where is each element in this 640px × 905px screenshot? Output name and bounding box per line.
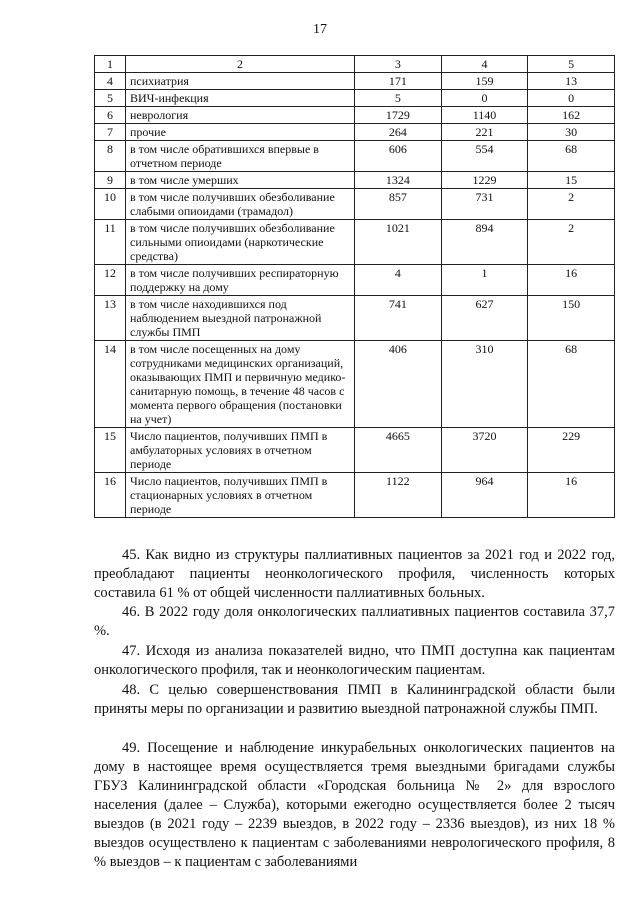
row-label: психиатрия [126,73,355,90]
header-col-3: 3 [355,56,442,73]
value-col-4: 1 [441,265,528,296]
table-row [95,473,615,518]
header-col-2: 2 [126,56,355,73]
row-number: 7 [95,124,126,141]
value-col-3: 406 [355,341,442,428]
row-number: 12 [95,265,126,296]
row-label: в том числе получивших респираторную поддержку на дому [126,265,355,296]
row-number: 15 [95,428,126,473]
value-col-4: 964 [441,473,528,518]
value-col-4: 3720 [441,428,528,473]
row-number: 6 [95,107,126,124]
value-col-5: 68 [528,341,615,428]
value-col-5: 13 [528,73,615,90]
value-col-3: 4 [355,265,442,296]
row-number: 14 [95,341,126,428]
value-col-5: 162 [528,107,615,124]
table-row [95,172,615,189]
row-number: 11 [95,220,126,265]
paragraph-45-text: 45. Как видно из структуры паллиативных пациентов за 2021 год и 2022 год, преобладают пациенты неонкологического профиля, численность которых составила 61 % от общей численности паллиативных больных. [94,547,615,601]
row-number: 8 [95,141,126,172]
row-number: 16 [95,473,126,518]
row-label: в том числе получивших обезболивание слабыми опиоидами (трамадол) [126,189,355,220]
value-col-5: 30 [528,124,615,141]
row-label: в том числе находившихся под наблюдением выездной патронажной службы ПМП [126,296,355,341]
row-label: прочие [126,124,355,141]
value-col-4: 310 [441,341,528,428]
table-row [95,189,615,220]
value-col-3: 1729 [355,107,442,124]
value-col-4: 221 [441,124,528,141]
paragraph-49 [94,739,615,872]
value-col-3: 606 [355,141,442,172]
value-col-5: 2 [528,189,615,220]
value-col-5: 15 [528,172,615,189]
row-label: в том числе умерших [126,172,355,189]
header-col-5: 5 [528,56,615,73]
table-row [95,107,615,124]
value-col-5: 150 [528,296,615,341]
row-label: ВИЧ-инфекция [126,90,355,107]
value-col-4: 554 [441,141,528,172]
table-header-row [95,56,615,73]
row-number: 5 [95,90,126,107]
value-col-4: 1229 [441,172,528,189]
table-row [95,73,615,90]
value-col-3: 1122 [355,473,442,518]
paragraph-47-text: 47. Исходя из анализа показателей видно, что ПМП доступна как пациентам онкологического профиля, так и неонкологическим пациентам. [94,643,615,678]
row-label: Число пациентов, получивших ПМП в стационарных условиях в отчетном периоде [126,473,355,518]
row-label: в том числе обратившихся впервые в отчетном периоде [126,141,355,172]
paragraph-46-text: 46. В 2022 году доля онкологических паллиативных пациентов составила 37,7 %. [94,604,615,639]
row-label: в том числе посещенных на дому сотрудниками медицинских организаций, оказывающих ПМП и первичную медико-санитарную помощь, в течение 48 часов с момента первого обращения (постановки на учет) [126,341,355,428]
table-row [95,341,615,428]
table-row [95,296,615,341]
value-col-3: 857 [355,189,442,220]
value-col-3: 1324 [355,172,442,189]
value-col-3: 4665 [355,428,442,473]
value-col-4: 894 [441,220,528,265]
row-number: 4 [95,73,126,90]
row-label: неврология [126,107,355,124]
row-label: в том числе получивших обезболивание сильными опиоидами (наркотические средства) [126,220,355,265]
value-col-3: 741 [355,296,442,341]
table-row [95,265,615,296]
table-row [95,141,615,172]
table-row [95,124,615,141]
row-number: 13 [95,296,126,341]
value-col-5: 2 [528,220,615,265]
value-col-5: 68 [528,141,615,172]
paragraph-46 [94,603,615,641]
value-col-3: 5 [355,90,442,107]
value-col-4: 1140 [441,107,528,124]
value-col-5: 0 [528,90,615,107]
value-col-5: 16 [528,473,615,518]
page-number: 17 [313,22,327,37]
row-label: Число пациентов, получивших ПМП в амбулаторных условиях в отчетном периоде [126,428,355,473]
paragraph-45 [94,546,615,603]
paragraph-47 [94,642,615,680]
table-row [95,90,615,107]
paragraph-49-text: 49. Посещение и наблюдение инкурабельных онкологических пациентов на дому в настоящее время осуществляется тремя выездными бригадами службы ГБУЗ Калининградской области «Городская больница № 2» для взрослого населения (далее – Служба), которыми ежегодно осуществляется более 2 тысяч выездов (в 2021 году – 2239 выездов, в 2022 году – 2336 выездов), из них 18 % выездов осуществлено к пациентам с заболеваниями неврологического профиля, 8 % выездов – к пациентам с заболеваниями [94,740,615,870]
statistics-table [94,55,615,518]
value-col-3: 1021 [355,220,442,265]
header-col-1: 1 [95,56,126,73]
value-col-5: 229 [528,428,615,473]
value-col-5: 16 [528,265,615,296]
value-col-3: 171 [355,73,442,90]
table-row [95,220,615,265]
value-col-4: 731 [441,189,528,220]
value-col-4: 627 [441,296,528,341]
paragraph-48 [94,681,615,719]
table-row [95,428,615,473]
value-col-4: 0 [441,90,528,107]
value-col-4: 159 [441,73,528,90]
row-number: 9 [95,172,126,189]
row-number: 10 [95,189,126,220]
paragraph-48-text: 48. С целью совершенствования ПМП в Калининградской области были приняты меры по организации и развитию выездной патронажной службы ПМП. [94,682,615,717]
value-col-3: 264 [355,124,442,141]
header-col-4: 4 [441,56,528,73]
